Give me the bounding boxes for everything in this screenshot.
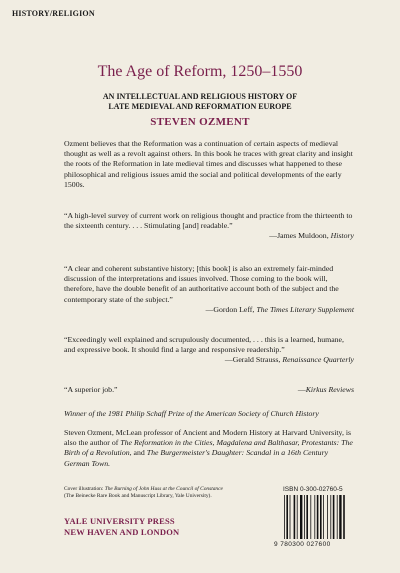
review-quote: “A superior job.”	[64, 385, 118, 394]
author-bio-text: Steven Ozment, McLean professor of Ancient and Modern History at Harvard University, is also the author of The Reformation in the Cities, Magdalena and Balthasar, Protestants: The Birth of a Revolution, and The Burgermeister's Daughter: Scandal in a 16th Century German Town.	[64, 428, 353, 468]
review-publication: The Times Literary Supplement	[256, 304, 354, 314]
subtitle-line-1: AN INTELLECTUAL AND RELIGIOUS HISTORY OF	[102, 92, 298, 101]
book-title: The Age of Reform, 1250–1550	[97, 63, 303, 80]
review-publication: Kirkus Reviews	[305, 385, 354, 395]
review-attribution	[64, 305, 354, 315]
review-2	[64, 264, 354, 315]
prize-text: Winner of the 1981 Philip Schaff Prize of the American Society of Church History	[64, 409, 319, 418]
publisher	[64, 516, 179, 538]
review-attribution	[64, 231, 354, 241]
book-subtitle	[0, 92, 400, 112]
publisher-location: NEW HAVEN AND LONDON	[64, 527, 180, 537]
barcode-number: 9 780300 027600	[274, 541, 331, 548]
review-source: —	[297, 385, 306, 395]
isbn-label: ISBN 0-300-02760-5	[283, 486, 343, 493]
review-3	[64, 335, 354, 366]
review-publication: Renaissance Quarterly	[282, 355, 354, 365]
cover-credit-title: The Burning of John Huss at the Council of Constance	[104, 486, 223, 492]
subtitle-line-2: LATE MEDIEVAL AND REFORMATION EUROPE	[108, 102, 292, 111]
prize-note	[64, 409, 354, 419]
review-quote: “Exceedingly well explained and scrupulously documented, . . . this is a learned, humane, and expressive book. It should find a large and responsive readership.”	[64, 335, 344, 355]
review-quote: “A clear and coherent substantive history; [this book] is also an extremely fair-minded discussion of the interpretations and issues involved. Those coming to the book will, therefore, have the double benefit of an authoritative account both of the subject and the contemporary state of the subject.”	[64, 264, 339, 304]
review-1	[64, 211, 354, 242]
review-4	[64, 385, 354, 395]
description-block	[64, 139, 354, 190]
cover-credit-label: Cover illustration:	[64, 486, 105, 492]
review-source: —James Muldoon,	[269, 231, 329, 241]
review-source: —Gerald Strauss,	[224, 355, 281, 365]
review-publication: History	[330, 231, 354, 241]
cover-credit	[64, 486, 264, 500]
review-source: —Gordon Leff,	[205, 304, 255, 314]
author-bio	[64, 428, 354, 469]
category-label: HISTORY/RELIGION	[12, 9, 95, 18]
barcode-icon	[283, 495, 347, 539]
publisher-name: YALE UNIVERSITY PRESS	[64, 516, 175, 526]
description-paragraph: Ozment believes that the Reformation was a continuation of certain aspects of medieval thought as well as a revolt against others. In this book he traces with great clarity and insight the roots of the Reformation in late medieval times and discusses what happened to these philosophical and religious issues amid the social and political developments of the early 1500s.	[64, 139, 353, 189]
review-attribution	[64, 355, 354, 365]
cover-credit-source: (The Beinecke Rare Book and Manuscript Library, Yale University).	[64, 493, 212, 499]
review-quote: “A high-level survey of current work on religious thought and practice from the thirteenth to the sixteenth century. . . . Stimulating [and] readable.”	[64, 211, 353, 231]
author-name: STEVEN OZMENT	[150, 116, 250, 128]
